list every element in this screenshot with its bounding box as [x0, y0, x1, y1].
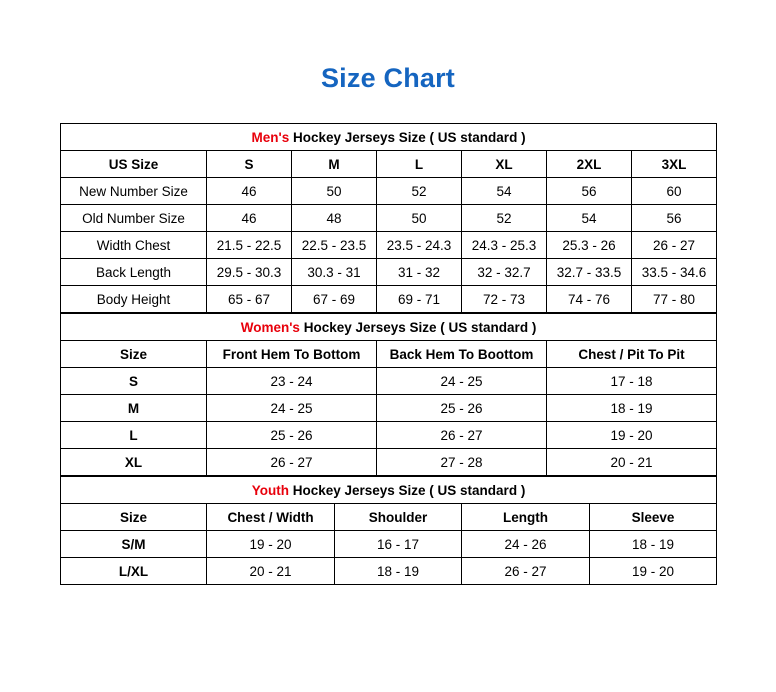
column-header: XL	[462, 151, 547, 178]
column-header: L	[377, 151, 462, 178]
table-cell: 50	[292, 178, 377, 205]
table-cell: 21.5 - 22.5	[207, 232, 292, 259]
table-cell: 65 - 67	[207, 286, 292, 313]
table-header-row	[61, 151, 717, 178]
row-label: S	[61, 368, 207, 395]
table-cell: 26 - 27	[632, 232, 717, 259]
column-header: 2XL	[547, 151, 632, 178]
table-cell: 22.5 - 23.5	[292, 232, 377, 259]
table-cell: 54	[462, 178, 547, 205]
mens-heading-accent: Men's	[251, 129, 290, 145]
table-section-header-row	[61, 477, 717, 504]
womens-size-table	[60, 313, 717, 476]
size-tables	[60, 94, 716, 585]
table-cell: 18 - 19	[547, 395, 717, 422]
row-label: L/XL	[61, 558, 207, 585]
column-header: US Size	[61, 151, 207, 178]
table-cell: 27 - 28	[377, 449, 547, 476]
table-row	[61, 531, 717, 558]
table-cell: 24.3 - 25.3	[462, 232, 547, 259]
table-cell: 52	[462, 205, 547, 232]
table-cell: 60	[632, 178, 717, 205]
row-label: New Number Size	[61, 178, 207, 205]
table-cell: 25 - 26	[207, 422, 377, 449]
row-label: Old Number Size	[61, 205, 207, 232]
table-cell: 50	[377, 205, 462, 232]
row-label: S/M	[61, 531, 207, 558]
column-header: S	[207, 151, 292, 178]
table-cell: 19 - 20	[590, 558, 717, 585]
column-header: Chest / Pit To Pit	[547, 341, 717, 368]
table-row	[61, 286, 717, 313]
table-cell: 24 - 25	[207, 395, 377, 422]
mens-size-table	[60, 123, 717, 313]
table-cell: 67 - 69	[292, 286, 377, 313]
table-cell: 24 - 26	[462, 531, 590, 558]
table-row	[61, 232, 717, 259]
table-cell: 23 - 24	[207, 368, 377, 395]
page-title: Size Chart	[320, 63, 456, 93]
table-cell: 48	[292, 205, 377, 232]
table-cell: 77 - 80	[632, 286, 717, 313]
mens-section-heading	[61, 124, 717, 151]
table-row	[61, 449, 717, 476]
table-cell: 46	[207, 178, 292, 205]
table-row	[61, 259, 717, 286]
column-header: M	[292, 151, 377, 178]
table-section-header-row	[61, 124, 717, 151]
column-header: Sleeve	[590, 504, 717, 531]
womens-section-heading	[61, 314, 717, 341]
table-header-row	[61, 341, 717, 368]
row-label: Width Chest	[61, 232, 207, 259]
table-row	[61, 368, 717, 395]
table-row	[61, 178, 717, 205]
table-cell: 74 - 76	[547, 286, 632, 313]
table-row	[61, 395, 717, 422]
table-row	[61, 558, 717, 585]
table-cell: 25.3 - 26	[547, 232, 632, 259]
table-cell: 26 - 27	[207, 449, 377, 476]
table-cell: 56	[632, 205, 717, 232]
table-cell: 32 - 32.7	[462, 259, 547, 286]
table-cell: 33.5 - 34.6	[632, 259, 717, 286]
row-label: XL	[61, 449, 207, 476]
row-label: Back Length	[61, 259, 207, 286]
row-label: L	[61, 422, 207, 449]
table-row	[61, 422, 717, 449]
table-cell: 25 - 26	[377, 395, 547, 422]
youth-section-heading	[61, 477, 717, 504]
row-label: Body Height	[61, 286, 207, 313]
table-cell: 54	[547, 205, 632, 232]
table-cell: 26 - 27	[377, 422, 547, 449]
table-cell: 16 - 17	[335, 531, 462, 558]
table-cell: 30.3 - 31	[292, 259, 377, 286]
column-header: Back Hem To Boottom	[377, 341, 547, 368]
column-header: Shoulder	[335, 504, 462, 531]
table-cell: 23.5 - 24.3	[377, 232, 462, 259]
table-cell: 20 - 21	[547, 449, 717, 476]
table-cell: 17 - 18	[547, 368, 717, 395]
youth-size-table	[60, 476, 717, 585]
table-cell: 20 - 21	[207, 558, 335, 585]
column-header: Size	[61, 341, 207, 368]
table-row	[61, 205, 717, 232]
table-cell: 29.5 - 30.3	[207, 259, 292, 286]
table-header-row	[61, 504, 717, 531]
table-cell: 32.7 - 33.5	[547, 259, 632, 286]
table-cell: 72 - 73	[462, 286, 547, 313]
table-cell: 52	[377, 178, 462, 205]
column-header: Chest / Width	[207, 504, 335, 531]
table-cell: 26 - 27	[462, 558, 590, 585]
table-cell: 19 - 20	[547, 422, 717, 449]
table-cell: 56	[547, 178, 632, 205]
womens-heading-accent: Women's	[240, 319, 300, 335]
column-header: 3XL	[632, 151, 717, 178]
table-cell: 31 - 32	[377, 259, 462, 286]
youth-heading-rest: Hockey Jerseys Size ( US standard )	[288, 482, 526, 498]
mens-heading-rest: Hockey Jerseys Size ( US standard )	[289, 129, 526, 145]
table-cell: 18 - 19	[590, 531, 717, 558]
column-header: Front Hem To Bottom	[207, 341, 377, 368]
table-cell: 46	[207, 205, 292, 232]
column-header: Size	[61, 504, 207, 531]
row-label: M	[61, 395, 207, 422]
table-cell: 24 - 25	[377, 368, 547, 395]
column-header: Length	[462, 504, 590, 531]
womens-heading-rest: Hockey Jerseys Size ( US standard )	[299, 319, 537, 335]
table-cell: 19 - 20	[207, 531, 335, 558]
table-cell: 69 - 71	[377, 286, 462, 313]
table-cell: 18 - 19	[335, 558, 462, 585]
youth-heading-accent: Youth	[251, 482, 289, 498]
table-section-header-row	[61, 314, 717, 341]
